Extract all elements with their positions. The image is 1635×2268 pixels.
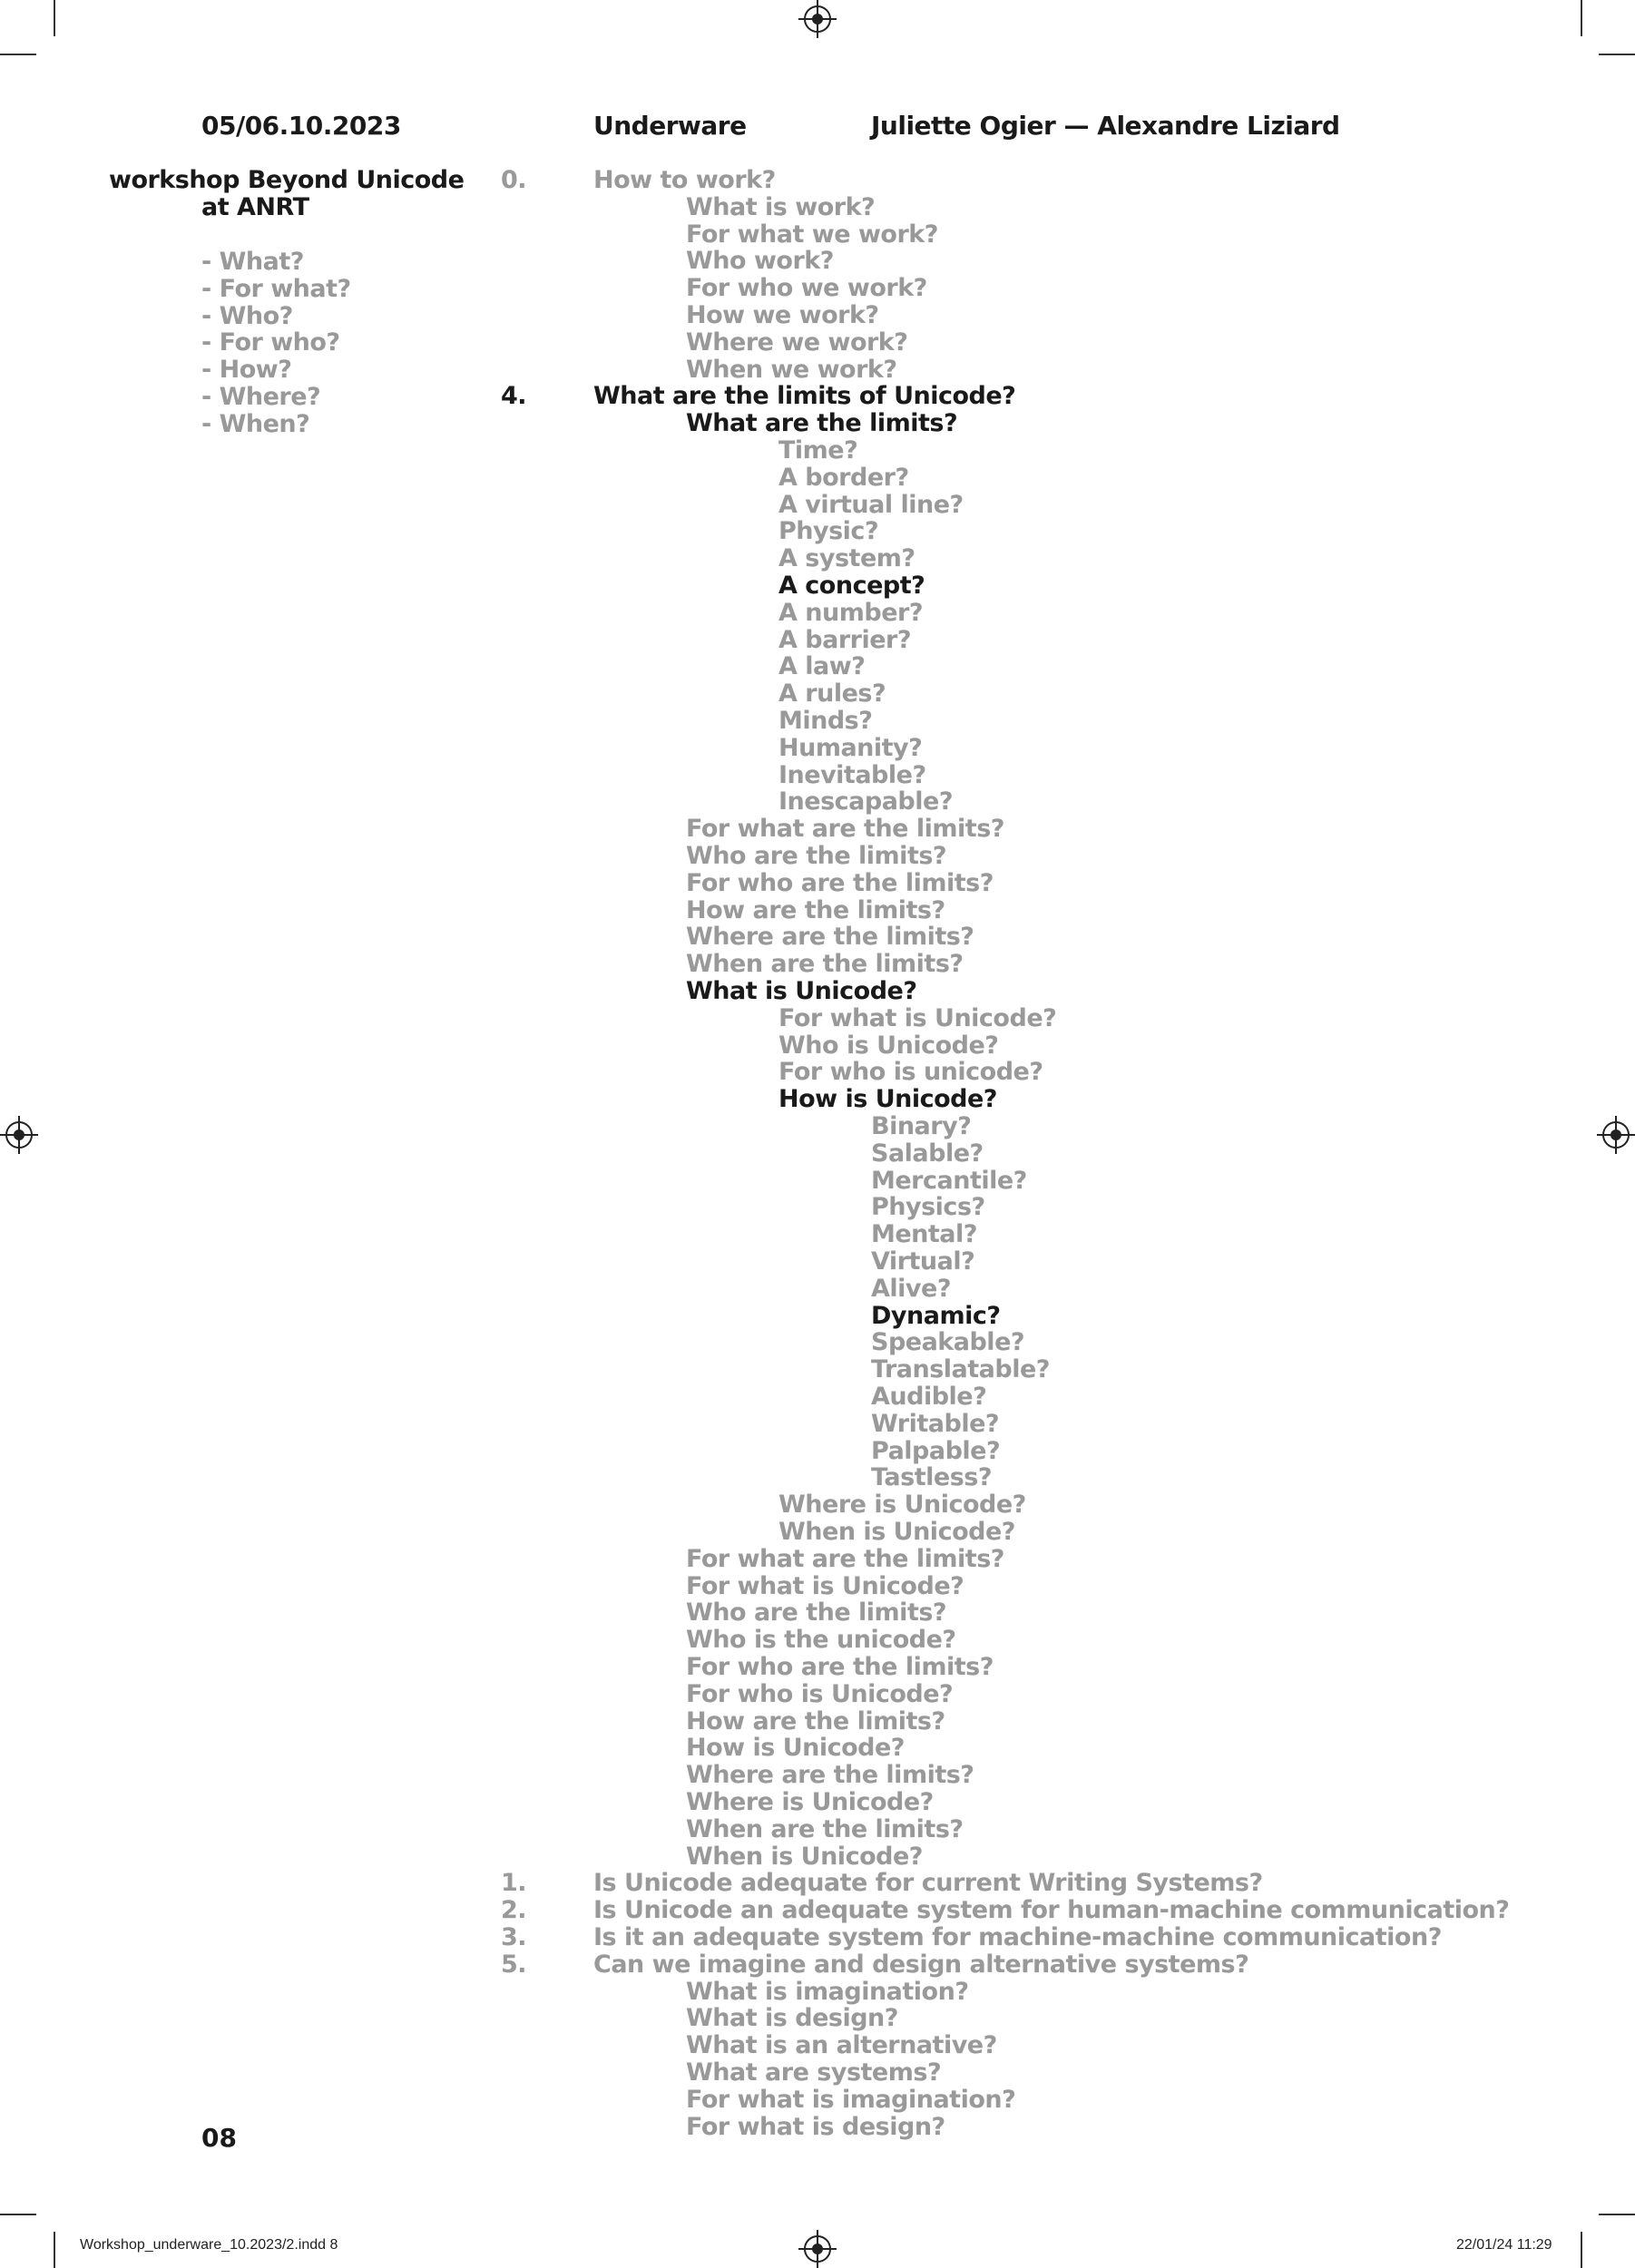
question-item: - Who? <box>201 301 293 330</box>
crop-mark <box>54 0 55 36</box>
question-list <box>201 249 351 438</box>
outline-question: When we work? <box>686 355 897 384</box>
outline-question: How are the limits? <box>686 895 945 924</box>
outline-question: How is Unicode? <box>686 1734 905 1763</box>
outline-question: A virtual line? <box>778 490 964 519</box>
outline-question: When is Unicode? <box>686 1842 923 1871</box>
outline-question: Where are the limits? <box>686 1761 974 1790</box>
outline-question: Where we work? <box>686 327 908 357</box>
outline-question: What is Unicode? <box>686 977 917 1005</box>
outline-question: Who are the limits? <box>686 1598 947 1628</box>
outline-question: For what is imagination? <box>686 2085 1016 2114</box>
outline-question: When are the limits? <box>686 950 964 979</box>
registration-mark-icon <box>804 5 831 33</box>
outline-question: Palpable? <box>871 1436 1001 1465</box>
slug-datetime: 22/01/24 11:29 <box>1456 2237 1552 2253</box>
outline-question: For who is unicode? <box>778 1058 1043 1087</box>
workshop-title-line2: at ANRT <box>201 193 309 221</box>
outline-question: Humanity? <box>778 733 923 762</box>
outline-question: What is design? <box>686 2004 898 2033</box>
outline-question: For what are the limits? <box>686 815 1004 844</box>
outline-question: For what are the limits? <box>686 1544 1004 1573</box>
outline-question: Inevitable? <box>778 760 926 789</box>
outline-question: Mental? <box>871 1220 977 1249</box>
outline-question: For who is Unicode? <box>686 1679 954 1708</box>
outline-question: What is work? <box>686 192 876 221</box>
outline-question: For who we work? <box>686 274 927 303</box>
outline-question: A system? <box>778 544 915 573</box>
question-item: - How? <box>201 356 292 385</box>
outline-question: Where is Unicode? <box>686 1788 934 1816</box>
outline-question: When is Unicode? <box>778 1518 1015 1546</box>
outline-question: Writable? <box>871 1409 1000 1438</box>
outline-question: Speakable? <box>871 1328 1025 1357</box>
outline-question: Where is Unicode? <box>778 1491 1026 1520</box>
outline-question: A number? <box>778 598 923 627</box>
header-date: 05/06.10.2023 <box>201 111 401 141</box>
question-item: - What? <box>201 248 304 276</box>
outline-question: Tastless? <box>871 1463 993 1492</box>
outline-question: For what is Unicode? <box>686 1571 964 1600</box>
crop-mark <box>54 2232 55 2268</box>
outline-question: Alive? <box>871 1274 951 1303</box>
question-item: - Where? <box>201 382 321 411</box>
outline-question: Salable? <box>871 1139 984 1168</box>
outline-number: 4. <box>501 382 527 411</box>
registration-mark-icon <box>5 1121 33 1149</box>
slug-filename: Workshop_underware_10.2023/2.indd 8 <box>80 2237 338 2253</box>
outline-question: Who is the unicode? <box>686 1626 956 1655</box>
outline-question: Mercantile? <box>871 1166 1027 1195</box>
outline-question: For who are the limits? <box>686 1653 994 1681</box>
header-studio: Underware <box>593 111 747 141</box>
registration-mark-icon <box>1602 1121 1630 1149</box>
workshop-title-line1: workshop Beyond Unicode <box>109 166 465 194</box>
outline-question: Where are the limits? <box>686 923 974 952</box>
outline-question: Inescapable? <box>778 787 953 816</box>
outline-question: Is it an adequate system for machine-machine communication? <box>593 1923 1442 1951</box>
outline-question: How are the limits? <box>686 1706 945 1735</box>
outline-question: Is Unicode an adequate system for human-machine communication? <box>593 1896 1510 1925</box>
question-item: - When? <box>201 409 310 438</box>
outline-question: Who work? <box>686 247 834 276</box>
outline-question: Is Unicode adequate for current Writing Systems? <box>593 1869 1263 1898</box>
outline-number: 2. <box>501 1896 527 1925</box>
outline-question: A rules? <box>778 679 886 709</box>
crop-mark <box>1581 0 1582 36</box>
outline-question: Who is Unicode? <box>778 1031 999 1060</box>
crop-mark <box>1599 54 1635 55</box>
crop-mark <box>1581 2232 1582 2268</box>
outline-question: What are the limits of Unicode? <box>593 382 1016 411</box>
crop-mark <box>0 2214 36 2215</box>
header-authors: Juliette Ogier — Alexandre Liziard <box>871 111 1340 141</box>
outline-question: Audible? <box>871 1383 987 1411</box>
outline-question: Dynamic? <box>871 1301 1001 1330</box>
outline-question: Virtual? <box>871 1247 975 1276</box>
crop-mark <box>0 54 36 55</box>
outline-question: A law? <box>778 652 866 681</box>
outline-question: Binary? <box>871 1112 972 1140</box>
outline-question: Physic? <box>778 517 879 546</box>
crop-mark <box>1599 2214 1635 2215</box>
outline-question: A border? <box>778 463 909 492</box>
outline-question: For who are the limits? <box>686 868 994 897</box>
question-item: - For what? <box>201 274 351 303</box>
outline-question: Time? <box>778 436 858 464</box>
outline-question: A barrier? <box>778 625 912 654</box>
outline-question: How is Unicode? <box>778 1085 997 1114</box>
outline-question: When are the limits? <box>686 1814 964 1843</box>
outline-question: For what is Unicode? <box>778 1003 1057 1032</box>
outline-question: What are systems? <box>686 2058 942 2087</box>
outline-number: 5. <box>501 1950 527 1979</box>
outline-question: How we work? <box>686 301 879 329</box>
outline-question: For what is design? <box>686 2112 945 2141</box>
outline-question: Translatable? <box>871 1355 1050 1384</box>
outline-question: For what we work? <box>686 220 938 249</box>
outline-question: Minds? <box>778 707 873 735</box>
workshop-title <box>109 167 464 221</box>
outline-number: 3. <box>501 1923 527 1951</box>
outline-question: Can we imagine and design alternative systems? <box>593 1950 1249 1979</box>
outline-question: What are the limits? <box>686 409 958 438</box>
outline-question: Who are the limits? <box>686 842 947 870</box>
outline-question: What is imagination? <box>686 1977 969 2006</box>
outline-question: Physics? <box>871 1193 985 1222</box>
outline-question: A concept? <box>778 572 925 600</box>
outline-question: What is an alternative? <box>686 2031 997 2060</box>
outline-question: How to work? <box>593 166 776 194</box>
page-number: 08 <box>201 2123 237 2153</box>
question-item: - For who? <box>201 328 340 357</box>
outline-number: 1. <box>501 1869 527 1898</box>
outline-number: 0. <box>501 166 527 194</box>
registration-mark-icon <box>804 2235 831 2263</box>
